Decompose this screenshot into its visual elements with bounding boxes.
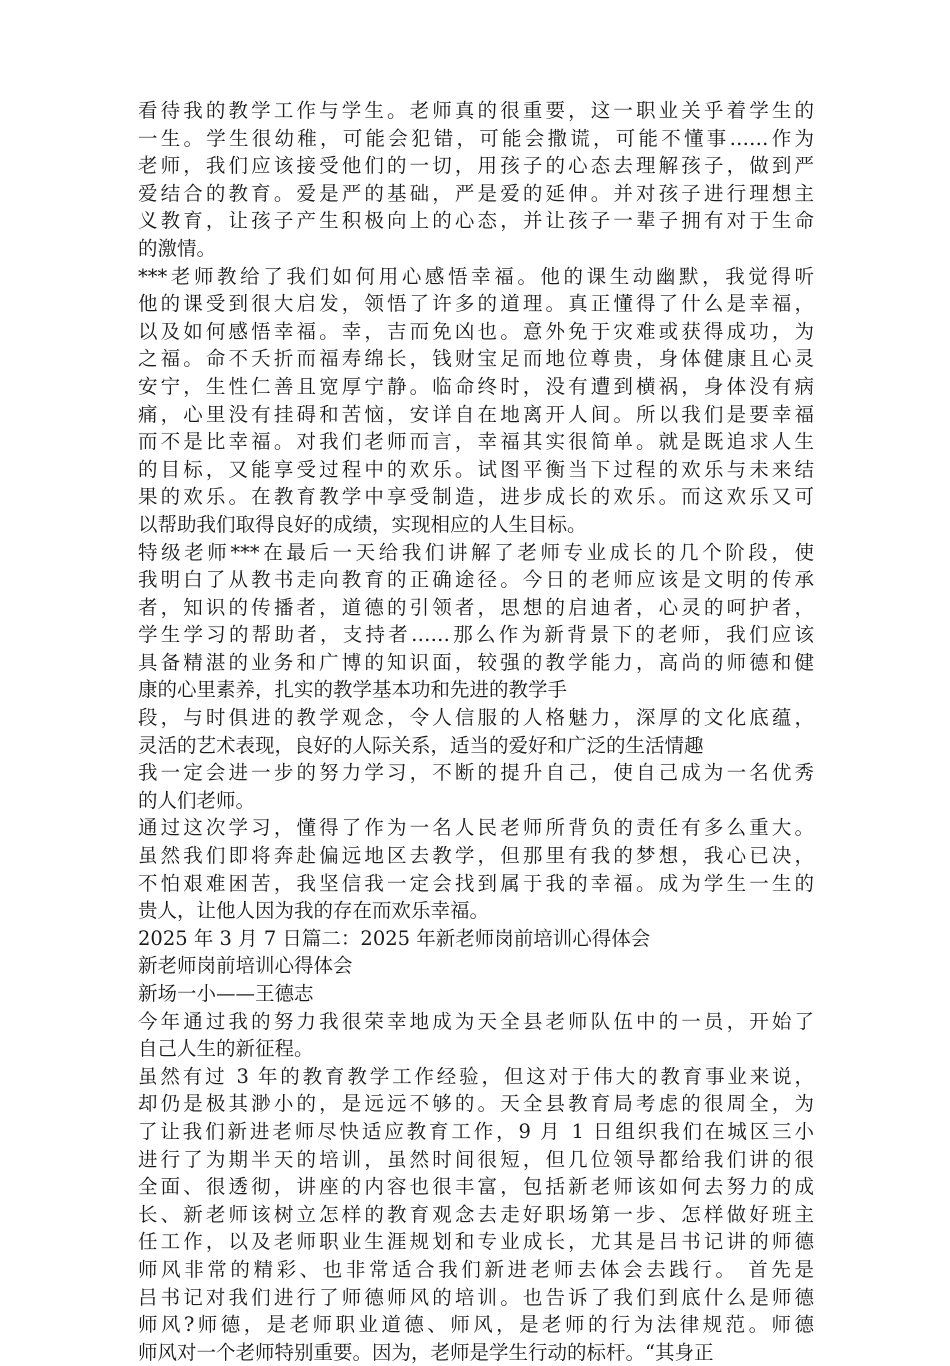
text-line: 以及如何感悟幸福。幸，吉而免凶也。意外免于灾难或获得成功，为	[138, 319, 814, 343]
text-line: 进行了为期半天的培训，虽然时间很短，但几位领导都给我们讲的很	[138, 1147, 814, 1171]
text-line: 而不是比幸福。对我们老师而言，幸福其实很简单。就是既追求人生	[138, 430, 814, 454]
text-line: 段，与时俱进的教学观念，令人信服的人格魅力，深厚的文化底蕴，	[138, 706, 814, 730]
text-line: 爱结合的教育。爱是严的基础，严是爱的延伸。并对孩子进行理想主	[138, 181, 814, 205]
text-line: 虽然我们即将奔赴偏远地区去教学，但那里有我的梦想，我心已决，	[138, 844, 814, 868]
text-line: 的目标，又能享受过程中的欢乐。试图平衡当下过程的欢乐与未来结	[138, 457, 814, 481]
text-line: 者，知识的传播者，道德的引领者，思想的启迪者，心灵的呵护者，	[138, 595, 814, 619]
text-line: 通过这次学习，懂得了作为一名人民老师所背负的责任有多么重大。	[138, 816, 814, 840]
text-line: 我明白了从教书走向教育的正确途径。今日的老师应该是文明的传承	[138, 568, 814, 592]
text-line: 具备精湛的业务和广博的知识面，较强的教学能力，高尚的师德和健	[138, 650, 814, 674]
text-line: 任工作，以及老师职业生涯规划和专业成长，尤其是吕书记讲的师德	[138, 1230, 814, 1254]
text-line: 以帮助我们取得良好的成绩，实现相应的人生目标。	[138, 512, 587, 536]
text-line: 新老师岗前培训心得体会	[138, 954, 353, 978]
text-line: 特级老师***在最后一天给我们讲解了老师专业成长的几个阶段，使	[138, 540, 814, 564]
text-line: 安宁，生性仁善且宽厚宁静。临命终时，没有遭到横祸，身体没有病	[138, 374, 814, 398]
text-line: 2025 年 3 月 7 日篇二：2025 年新老师岗前培训心得体会	[138, 926, 651, 950]
text-line: 看待我的教学工作与学生。老师真的很重要，这一职业关乎着学生的	[138, 99, 814, 122]
text-line: 虽然有过 3 年的教育教学工作经验，但这对于伟大的教育事业来说，	[138, 1064, 814, 1088]
text-line: 康的心里素养，扎实的教学基本功和先进的教学手	[138, 678, 568, 702]
text-line: 今年通过我的努力我很荣幸地成为天全县老师队伍中的一员，开始了	[138, 1009, 814, 1033]
text-line: ***老师教给了我们如何用心感悟幸福。他的课生动幽默，我觉得听	[138, 264, 814, 288]
text-line: 的激情。	[138, 236, 217, 260]
text-line: 之福。命不夭折而福寿绵长，钱财宝足而地位尊贵，身体健康且心灵	[138, 347, 814, 371]
text-line: 老师，我们应该接受他们的一切，用孩子的心态去理解孩子，做到严	[138, 154, 814, 178]
text-line: 却仍是极其渺小的，是远远不够的。天全县教育局考虑的很周全，为	[138, 1092, 814, 1116]
text-line: 长、新老师该树立怎样的教育观念去走好职场第一步、怎样做好班主	[138, 1202, 814, 1226]
text-line: 吕书记对我们进行了师德师风的培训。也告诉了我们到底什么是师德	[138, 1285, 814, 1309]
text-line: 义教育，让孩子产生积极向上的心态，并让孩子一辈子拥有对于生命	[138, 209, 814, 233]
text-line: 灵活的艺术表现，良好的人际关系，适当的爱好和广泛的生活情趣	[138, 733, 704, 757]
text-line: 师风对一个老师特别重要。因为，老师是学生行动的标杆。“其身正	[138, 1340, 714, 1364]
text-line: 师风非常的精彩、也非常适合我们新进老师去体会去践行。 首先是	[138, 1257, 814, 1281]
text-line: 新场一小——王德志	[138, 982, 314, 1005]
text-line: 果的欢乐。在教育教学中享受制造，进步成长的欢乐。而这欢乐又可	[138, 485, 814, 509]
text-line: 师风?师德，是老师职业道德、师风，是老师的行为法律规范。师德	[138, 1313, 814, 1337]
text-line: 贵人，让他人因为我的存在而欢乐幸福。	[138, 899, 490, 923]
text-line: 痛，心里没有挂碍和苦恼，安详自在地离开人间。所以我们是要幸福	[138, 402, 814, 426]
text-line: 不怕艰难困苦，我坚信我一定会找到属于我的幸福。成为学生一生的	[138, 871, 814, 895]
text-line: 学生学习的帮助者，支持者……那么作为新背景下的老师，我们应该	[138, 623, 814, 647]
text-line: 了让我们新进老师尽快适应教育工作，9 月 1 日组织我们在城区三小	[138, 1119, 814, 1143]
text-line: 他的课受到很大启发，领悟了许多的道理。真正懂得了什么是幸福，	[138, 292, 814, 316]
text-line: 自己人生的新征程。	[138, 1037, 314, 1061]
text-line: 全面、很透彻，讲座的内容也很丰富，包括新老师该如何去努力的成	[138, 1175, 814, 1199]
text-line: 我一定会进一步的努力学习，不断的提升自己，使自己成为一名优秀	[138, 761, 814, 785]
text-line: 的人们老师。	[138, 788, 256, 812]
text-line: 一生。学生很幼稚，可能会犯错，可能会撒谎，可能不懂事……作为	[138, 126, 814, 150]
document-body	[138, 97, 814, 1366]
